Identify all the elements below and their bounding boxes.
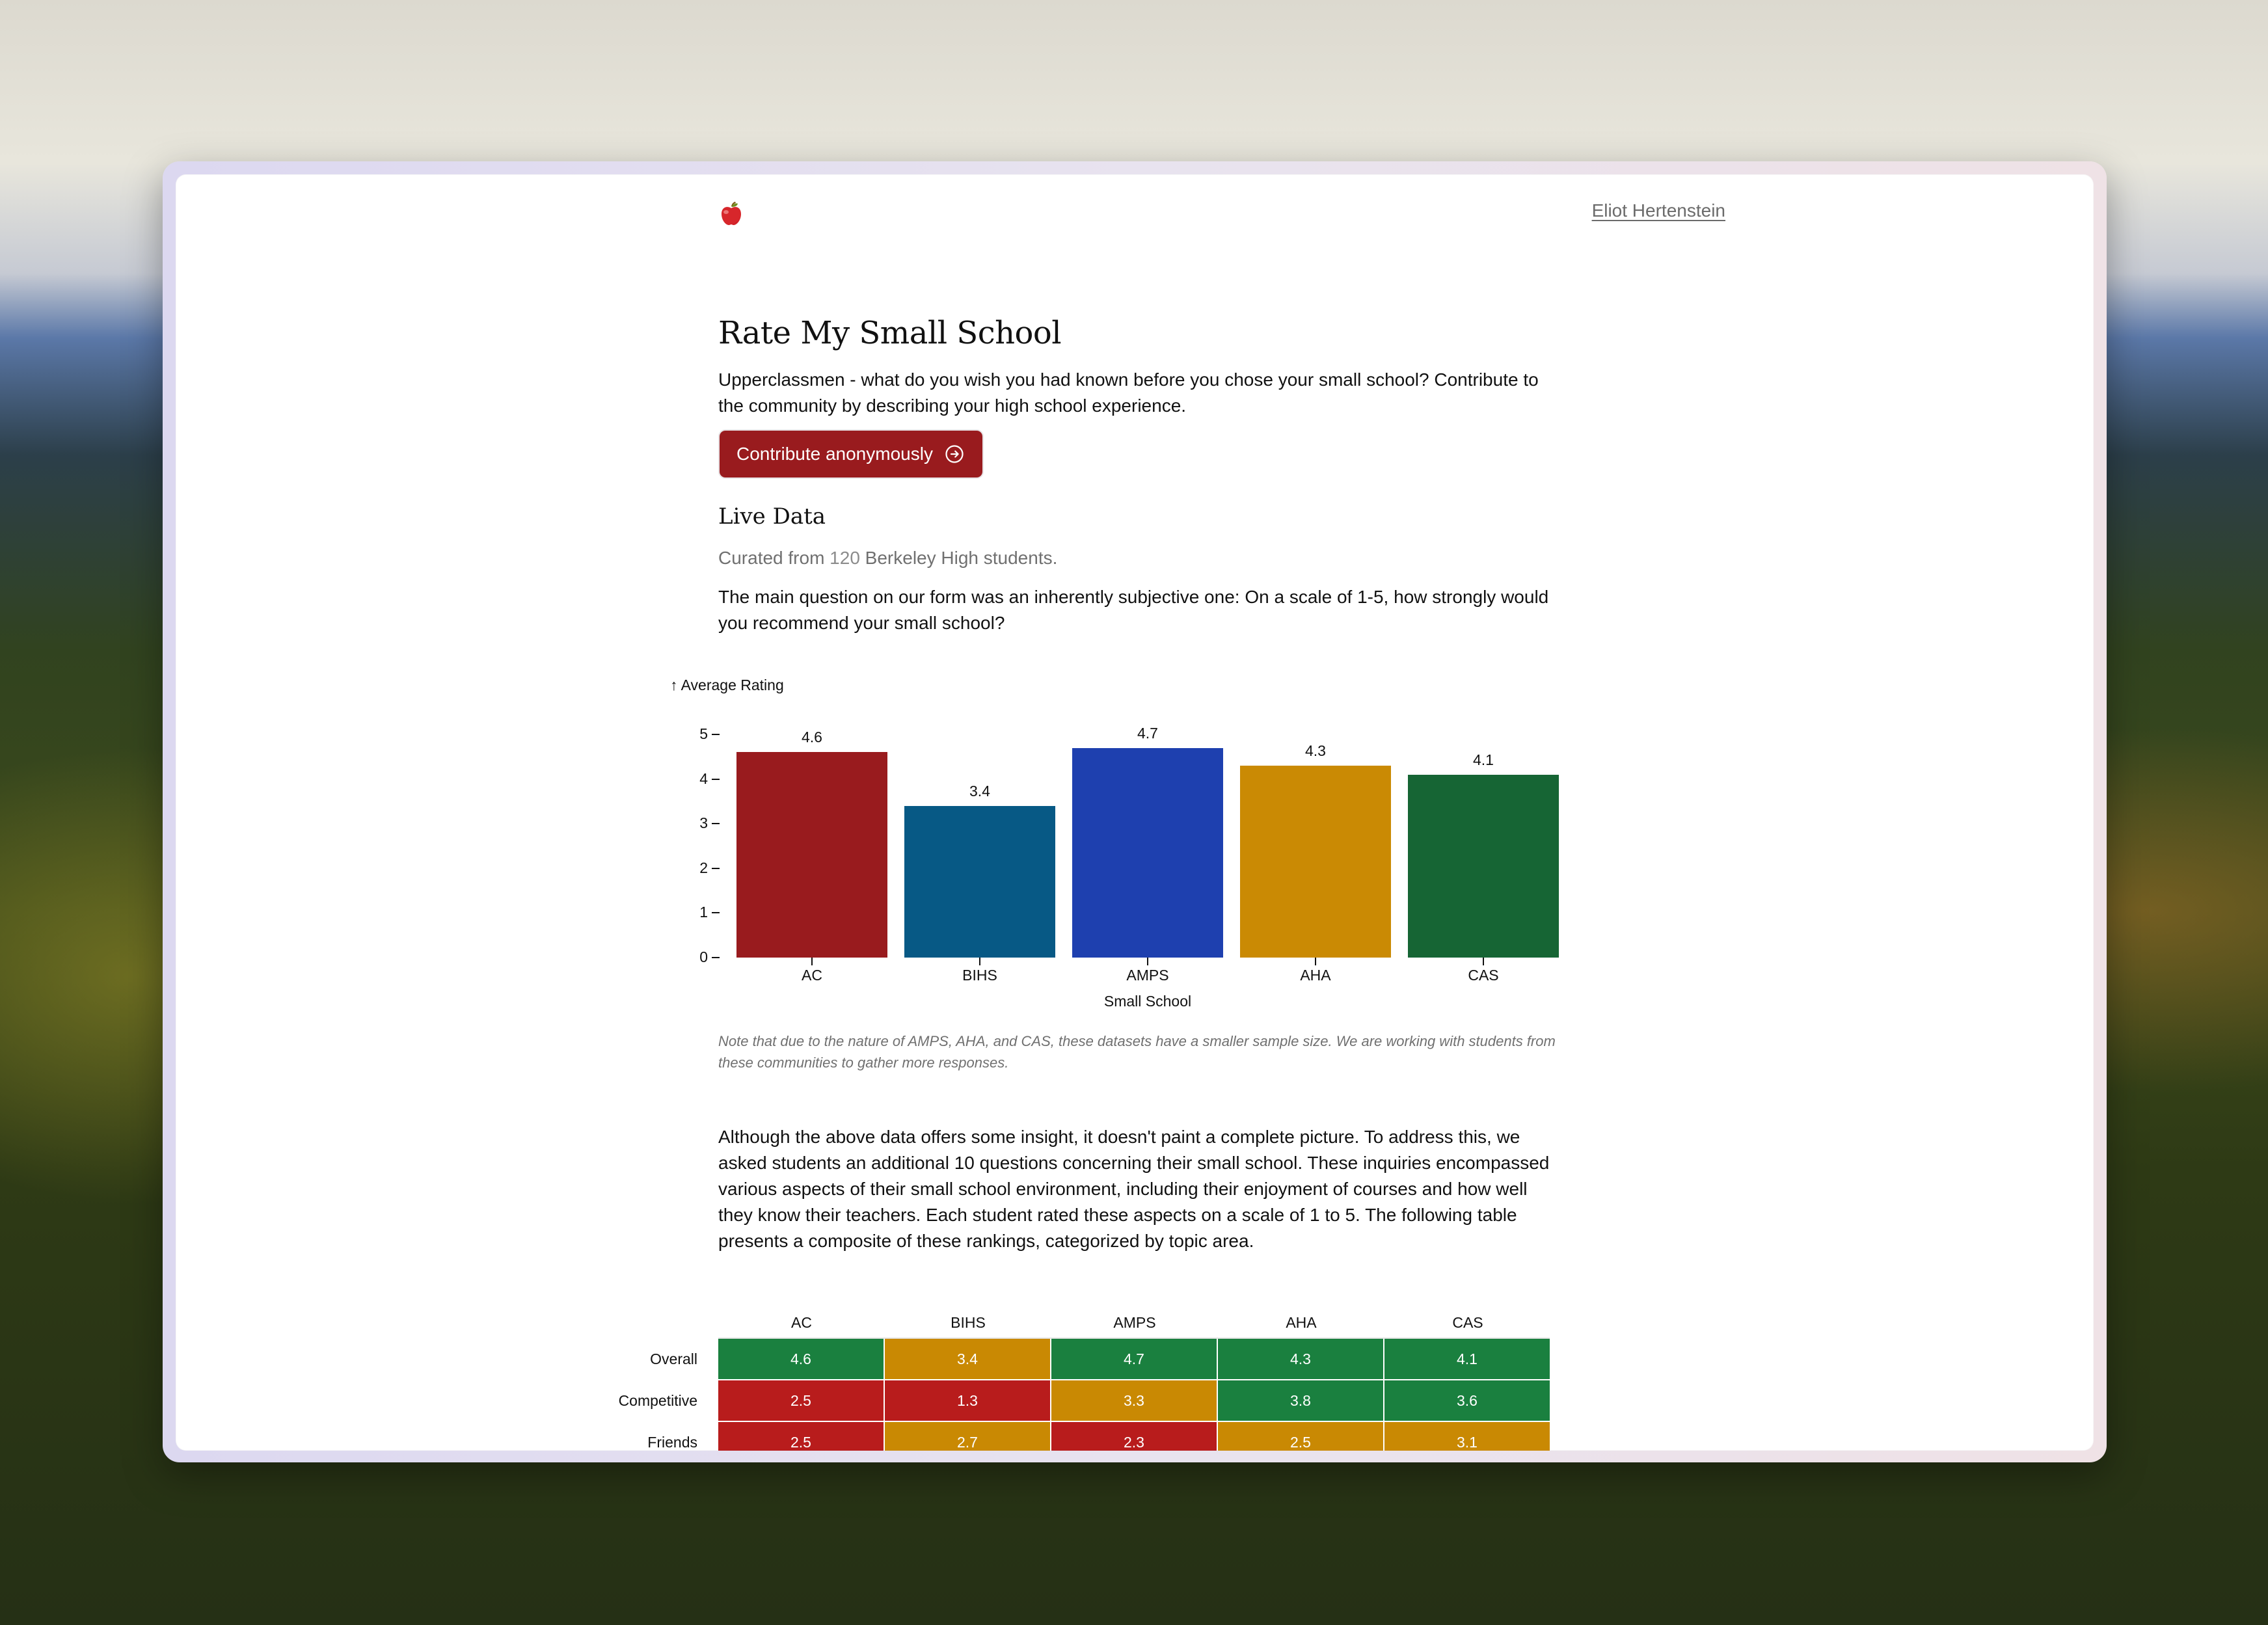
bar-ac[interactable] <box>736 752 887 958</box>
y-tick-label: 2 <box>699 859 708 876</box>
table-cell: 3.4 <box>885 1339 1050 1379</box>
page-title: Rate My Small School <box>718 315 1062 351</box>
x-tick-label: CAS <box>1468 967 1499 984</box>
bar-bihs[interactable] <box>904 806 1055 958</box>
bar-value-label: 4.1 <box>1473 751 1494 768</box>
table-cell: 1.3 <box>885 1380 1050 1421</box>
x-tick-label: BIHS <box>962 967 997 984</box>
table-column-header: AHA <box>1286 1314 1317 1331</box>
table-cell: 4.1 <box>1384 1339 1550 1379</box>
x-tick-mark <box>1315 958 1316 965</box>
y-tick-mark <box>712 868 720 869</box>
curated-prefix: Curated from <box>718 548 830 568</box>
composite-explanation-text: Although the above data offers some insight, it doesn't paint a complete picture. To address this, we asked students an additional 10 questions concerning their small school. These inquiries encompassed various aspects of their small school environment, including their enjoyment of courses and how well they know their teachers. Each student rated these aspects on a scale of 1 to 5. The following table presents a composite of these rankings, categorized by topic area. <box>718 1127 1550 1251</box>
y-tick-mark <box>712 734 720 735</box>
table-cell: 2.5 <box>1218 1422 1383 1451</box>
table-cell: 3.8 <box>1218 1380 1383 1421</box>
y-tick-mark <box>712 779 720 780</box>
y-tick-mark <box>712 912 720 913</box>
apple-logo-icon[interactable] <box>718 200 744 226</box>
y-tick-label: 5 <box>699 725 708 742</box>
table-cell: 2.3 <box>1051 1422 1217 1451</box>
table-cell: 2.5 <box>718 1380 884 1421</box>
y-tick-label: 3 <box>699 814 708 832</box>
contribute-button-label: Contribute anonymously <box>736 444 933 464</box>
x-axis-title: Small School <box>1103 993 1192 1010</box>
table-column-header: AMPS <box>1113 1314 1156 1331</box>
curated-suffix: Berkeley High students. <box>859 548 1058 568</box>
x-tick-mark <box>1483 958 1484 965</box>
table-row-label: Friends <box>647 1434 697 1451</box>
y-axis-title: ↑ Average Rating <box>670 677 784 693</box>
y-tick-label: 1 <box>699 904 708 921</box>
y-tick-mark <box>712 957 720 958</box>
x-tick-label: AMPS <box>1126 967 1169 984</box>
curated-text <box>718 548 1057 569</box>
table-row-label: Overall <box>650 1350 697 1367</box>
author-link[interactable]: Eliot Hertenstein <box>1591 200 1725 221</box>
bar-value-label: 4.7 <box>1137 724 1158 742</box>
browser-window <box>163 161 2107 1462</box>
bar-value-label: 3.4 <box>969 782 990 799</box>
table-cell: 4.3 <box>1218 1339 1383 1379</box>
table-cell: 4.7 <box>1051 1339 1217 1379</box>
y-tick-label: 4 <box>699 770 708 787</box>
x-tick-mark <box>1147 958 1148 965</box>
contribute-anonymously-button[interactable] <box>720 431 982 477</box>
x-tick-label: AC <box>802 967 822 984</box>
page <box>176 174 2094 1451</box>
y-tick-mark <box>712 823 720 824</box>
bar-value-label: 4.6 <box>802 729 822 746</box>
average-rating-bar-chart <box>176 174 2094 1451</box>
table-cell: 3.6 <box>1384 1380 1550 1421</box>
bar-cas[interactable] <box>1408 775 1559 958</box>
bar-aha[interactable] <box>1240 766 1391 958</box>
live-data-heading: Live Data <box>718 504 826 530</box>
arrow-right-circle-icon <box>945 444 964 464</box>
table-column-header: CAS <box>1452 1314 1483 1331</box>
table-column-header: BIHS <box>951 1314 986 1331</box>
student-count: 120 <box>830 548 860 568</box>
table-column-header: AC <box>791 1314 812 1331</box>
bar-amps[interactable] <box>1072 748 1223 958</box>
y-tick-label: 0 <box>699 948 708 965</box>
x-tick-mark <box>811 958 813 965</box>
main-question-text: The main question on our form was an inherently subjective one: On a scale of 1-5, how strongly would you recommend your small school? <box>718 587 1549 633</box>
table-cell: 2.7 <box>885 1422 1050 1451</box>
table-row-label: Competitive <box>618 1392 697 1409</box>
table-cell: 3.3 <box>1051 1380 1217 1421</box>
table-cell: 2.5 <box>718 1422 884 1451</box>
intro-text: Upperclassmen - what do you wish you had known before you chose your small school? Contribute to the community by describing your high school experience. <box>718 369 1539 416</box>
x-tick-mark <box>979 958 980 965</box>
bar-value-label: 4.3 <box>1305 742 1326 760</box>
table-cell: 3.1 <box>1384 1422 1550 1451</box>
table-cell: 4.6 <box>718 1339 884 1379</box>
sample-size-note: Note that due to the nature of AMPS, AHA, and CAS, these datasets have a smaller sample size. We are working with students from these communities to gather more responses. <box>718 1033 1556 1071</box>
x-tick-label: AHA <box>1300 967 1331 984</box>
